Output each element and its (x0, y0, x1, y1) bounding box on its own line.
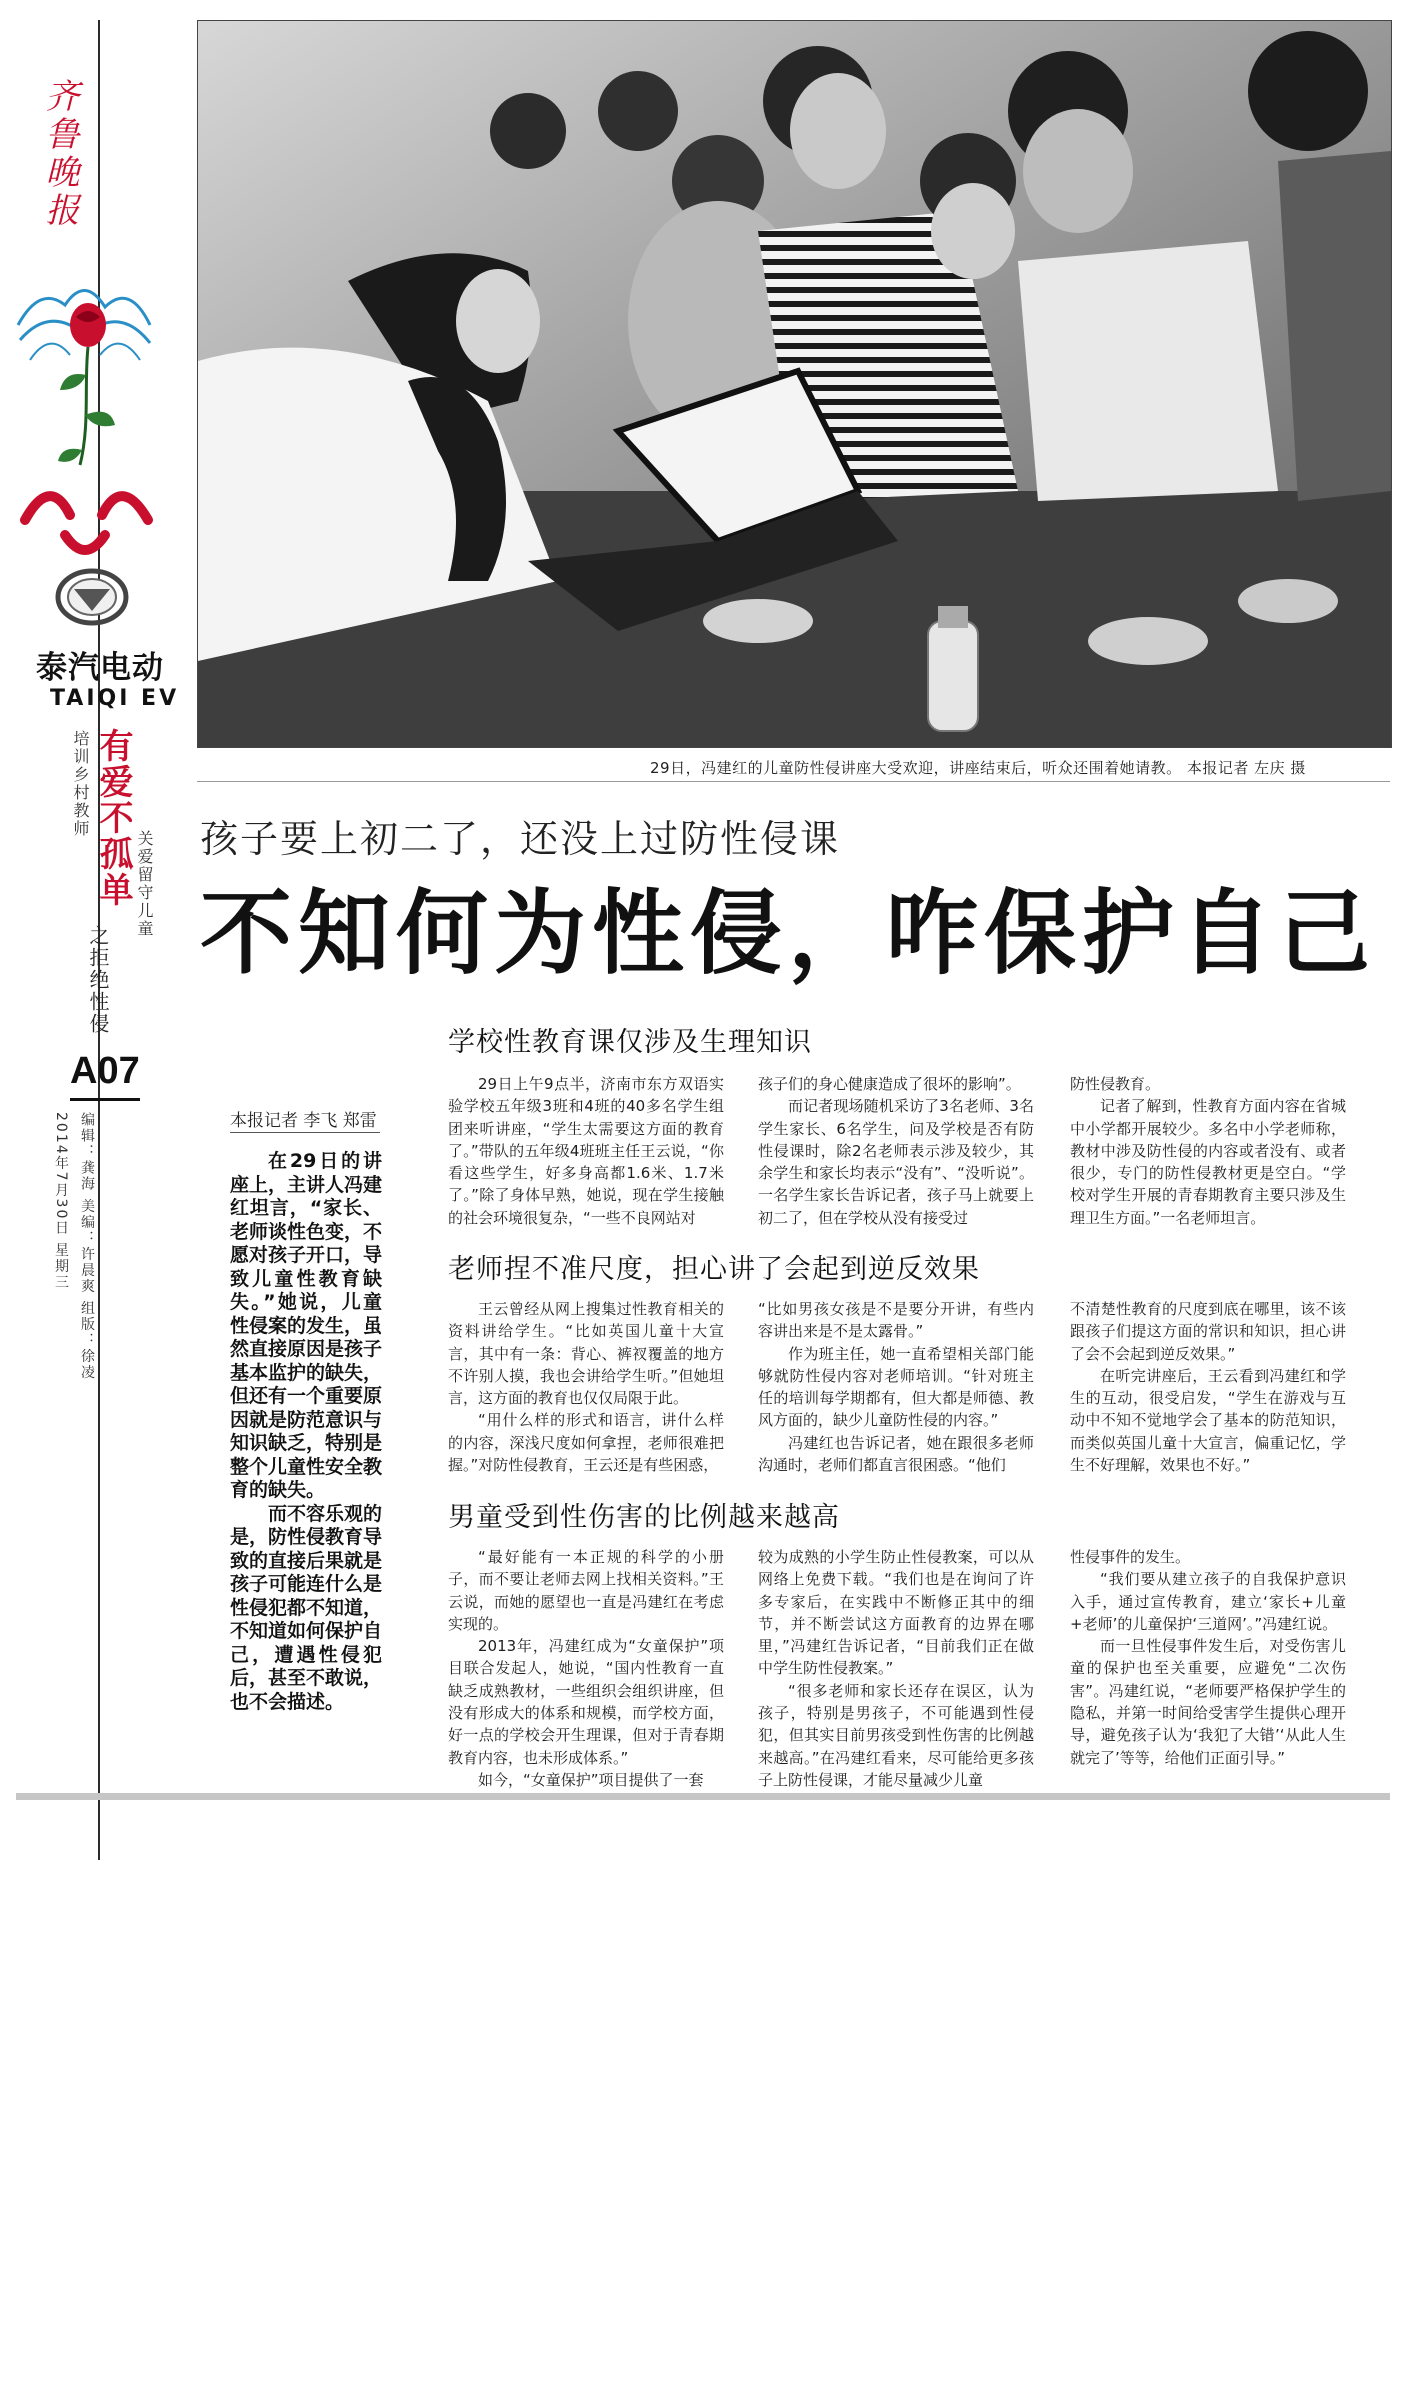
body-paragraph: 不清楚性教育的尺度到底在哪里，该不该跟孩子们提这方面的常识和知识，担心讲了会不会起到逆反效果。” (1070, 1300, 1346, 1363)
section-3-column-3 (1070, 1546, 1346, 1769)
rose-emblem (10, 265, 160, 565)
body-paragraph: 防性侵教育。 (1070, 1075, 1161, 1093)
sponsor-name-en: TAIQI EV (50, 686, 180, 711)
photo-caption: 29日，冯建红的儿童防性侵讲座大受欢迎，讲座结束后，听众还围着她请教。 本报记者 左庆 摄 (650, 759, 1306, 777)
section-title: 老师捏不准尺度，担心讲了会起到逆反效果 (448, 1254, 980, 1285)
column-title: 有爱不孤单 (93, 728, 133, 908)
body-paragraph: 在听完讲座后，王云看到冯建红和学生的互动，很受启发，“学生在游戏与互动中不知不觉地学会了基本的防范知识，而类似英国儿童十大宣言，偏重记忆，学生不好理解，效果也不好。” (1070, 1366, 1346, 1475)
lead-paragraph: 在29日的讲座上，主讲人冯建红坦言，“家长、老师谈性色变，不愿对孩子开口，导致儿童性教育缺失。”她说，儿童性侵案的发生，虽然直接原因是孩子基本监护的缺失，但还有一个重要原因就是防范意识与知识缺乏，特别是整个儿童性安全教育的缺失。 (230, 1150, 383, 1501)
body-paragraph: 如今，“女童保护”项目提供了一套 (478, 1770, 704, 1789)
article-headline: 不知何为性侵，咋保护自己 (200, 880, 1377, 987)
section-2-column-2 (758, 1298, 1034, 1476)
page-number-rule (70, 1098, 140, 1101)
lead-paragraph: 而不容乐观的是，防性侵教育导致的直接后果就是孩子可能连什么是性侵犯都不知道，不知道如何保护自己，遭遇性侵犯后，甚至不敢说，也不会描述。 (230, 1502, 383, 1713)
section-title: 男童受到性伤害的比例越来越高 (448, 1502, 840, 1533)
body-paragraph: 作为班主任，她一直希望相关部门能够就防性侵内容对老师培训。“针对班主任的培训每学期都有，但大都是师德、教风方面的，缺少儿童防性侵的内容。” (758, 1344, 1034, 1430)
section-3-column-1 (448, 1546, 724, 1791)
article-kicker: 孩子要上初二了，还没上过防性侵课 (200, 817, 841, 861)
body-paragraph: “比如男孩女孩是不是要分开讲，有些内容讲出来是不是太露骨。” (758, 1300, 1034, 1341)
section-1-column-3 (1070, 1073, 1346, 1229)
body-paragraph: 孩子们的身心健康造成了很坏的影响”。 (758, 1075, 1021, 1093)
page-date: 2014年7月30日 星期三 (53, 1112, 69, 1291)
column-series: 之拒绝性侵 (86, 925, 110, 1035)
body-paragraph: “很多老师和家长还存在误区，认为孩子，特别是男孩子，不可能遇到性侵犯，但其实目前男孩受到性伤害的比例越来越高。”在冯建红看来，尽可能给更多孩子上防性侵课，才能尽量减少儿童 (758, 1681, 1034, 1789)
section-2-column-3 (1070, 1298, 1346, 1476)
article-lead (230, 1150, 382, 1714)
body-paragraph: 记者了解到，性教育方面内容在省城中小学都开展较少。多名中小学老师称，教材中涉及防性侵的内容或者没有、或者很少，专门的防性侵教材更是空白。“学校对学生开展的青春期教育主要只涉及生理卫生方面。”一名老师坦言。 (1070, 1097, 1346, 1227)
byline-rule (230, 1132, 380, 1133)
body-paragraph: 2013年，冯建红成为“女童保护”项目联合发起人，她说，“国内性教育一直缺乏成熟教材，一些组织会组织讲座，但没有形成大的体系和规模，而学校方面，好一点的学校会开生理课，但对于青春期教育内容，也未形成体系。” (448, 1637, 724, 1767)
body-paragraph: “我们要从建立孩子的自我保护意识入手，通过宣传教育，建立‘家长+儿童+老师’的儿童保护‘三道网’。”冯建红说。 (1070, 1570, 1346, 1633)
section-title: 学校性教育课仅涉及生理知识 (448, 1027, 812, 1058)
page-staff: 编辑：龚海 美编：许晨爽 组版：徐凌 (79, 1112, 95, 1381)
masthead-logo: 齐鲁晚报 (39, 78, 79, 230)
body-paragraph: 29日上午9点半，济南市东方双语实验学校五年级3班和4班的40多名学生组团来听讲座，“学生太需要这方面的教育了。”带队的五年级4班班主任王云说，“你看这些学生，好多身高都1.6米、1.7米了。”除了身体早熟，她说，现在学生接触的社会环境很复杂，“一些不良网站对 (448, 1075, 724, 1227)
section-2-column-1 (448, 1298, 724, 1476)
section-1-column-2 (758, 1073, 1034, 1229)
page-number: A07 (70, 1050, 140, 1092)
body-paragraph: 较为成熟的小学生防止性侵教案，可以从网络上免费下载。“我们也是在询问了许多专家后，在实践中不断修正其中的细节，并不断尝试这方面教育的边界在哪里，”冯建红告诉记者，“目前我们正在做中学生防性侵教案。” (758, 1548, 1034, 1678)
body-paragraph: 而一旦性侵事件发生后，对受伤害儿童的保护也至关重要，应避免“二次伤害”。冯建红说，“老师要严格保护学生的隐私，并第一时间给受害学生提供心理开导，避免孩子认为‘我犯了大错’‘从此人生就完了’等等，给他们正面引导。” (1070, 1637, 1346, 1767)
body-paragraph: “用什么样的形式和语言，讲什么样的内容，深浅尺度如何拿捏，老师很难把握。”对防性侵教育，王云还是有些困惑， (448, 1411, 724, 1475)
body-paragraph: 冯建红也告诉记者，她在跟很多老师沟通时，老师们都直言很困惑。“他们 (758, 1433, 1034, 1475)
column-subtitle-a: 培训乡村教师 (71, 730, 90, 838)
photo-illustration (198, 21, 1391, 747)
news-photo (197, 20, 1392, 748)
body-paragraph: 而记者现场随机采访了3名老师、3名学生家长、6名学生，问及学校是否有防性侵课时，除2名老师表示涉及较少，其余学生和家长均表示“没有”、“没听说”。一名学生家长告诉记者，孩子马上就要上初二了，但在学校从没有接受过 (758, 1097, 1034, 1227)
article-byline: 本报记者 李飞 郑雷 (230, 1111, 377, 1131)
body-paragraph: 王云曾经从网上搜集过性教育相关的资料讲给学生。“比如英国儿童十大宣言，其中有一条：背心、裤衩覆盖的地方不许别人摸，我也会讲给学生听。”但她坦言，这方面的教育也仅仅局限于此。 (448, 1300, 724, 1408)
body-paragraph: “最好能有一本正规的科学的小册子，而不要让老师去网上找相关资料。”王云说，而她的愿望也一直是冯建红在考虑实现的。 (448, 1548, 724, 1633)
caption-rule (197, 781, 1390, 782)
sponsor-name-cn: 泰汽电动 (36, 650, 164, 686)
page-bottom-rule (16, 1793, 1390, 1800)
section-1-column-1 (448, 1073, 724, 1229)
column-subtitle-b: 关爱留守儿童 (135, 830, 154, 938)
body-paragraph: 性侵事件的发生。 (1070, 1548, 1191, 1566)
taiqi-logo-icon (52, 567, 132, 627)
section-3-column-2 (758, 1546, 1034, 1791)
